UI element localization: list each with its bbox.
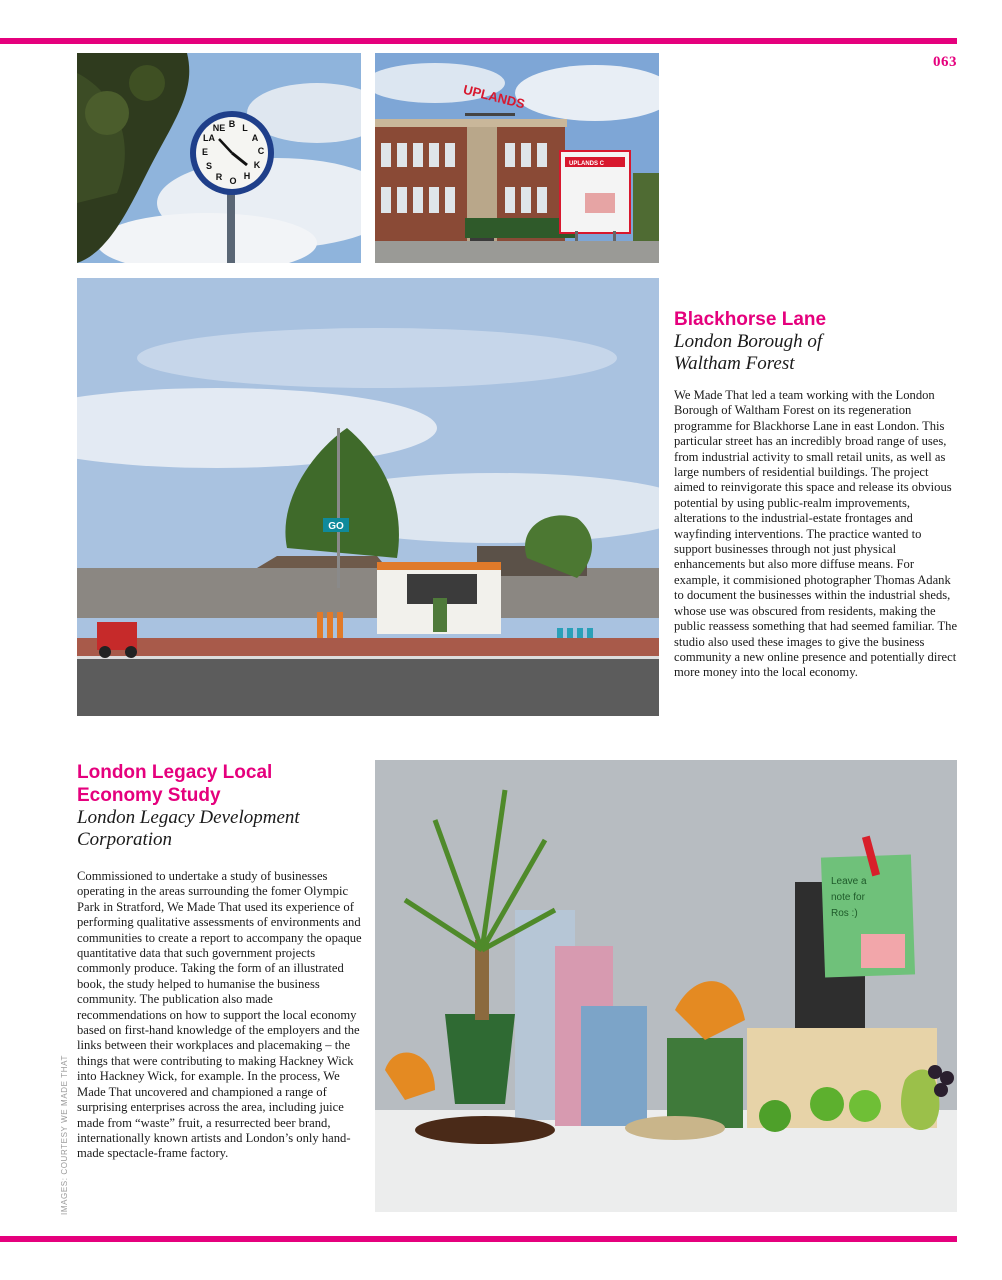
uplands-building-photo [375,53,659,263]
clock-letter: E [201,147,209,157]
clock-letter: S [205,161,213,171]
note-line: note for [831,892,865,903]
uplands-roof-sign: UPLANDS [461,81,527,112]
clock-letter: O [229,176,237,186]
clock-letter: LA [203,133,215,143]
clock-photo [77,53,361,263]
top-accent-rule [0,38,957,44]
page-number: 063 [933,54,957,70]
street-scene-photo [77,278,659,716]
still-life-photo [375,760,957,1212]
clock-letter: A [251,133,259,143]
clock-letter: H [243,171,251,181]
legacy-subtitle: London Legacy Development Corporation [77,807,300,850]
blackhorse-body: We Made That led a team working with the London Borough of Waltham Forest on its regeneration programme for Blackhorse Lane in east London. This particular street has an incredibly broad range of uses, from industrial activity to small retail units, as well as large numbers of residential buildings. The project aimed to reinvigorate this space and release its obvious potential by using public-realm improvements, alterations to the industrial-estate frontages and wayfinding interventions. The practice wanted to support businesses through not just physical enhancements but also more diffuse means. For example, it commisioned photographer Thomas Adank to document the businesses within the industrial sheds, whose use was obscured from residents, making the public reassess something that had seemed familiar. The studio also used these images to give the business community a new online presence and potentially direct more money into the local economy. [674,388,958,680]
go-sign: GO [328,521,344,532]
legacy-body: Commissioned to undertake a study of businesses operating in the areas surrounding the fomer Olympic Park in Stratford, We Made That used its experience of performing qualitative assessments of environments and communities to create a report to accompany the opaque quantitative data that such government projects commonly produce. Taking the form of an illustrated book, the study helped to humanise the business community. The publication also made recommendations on how to support the local economy based on first-hand knowledge of the employers and the links between their workplaces and placemaking – the things that were contributing to making Hackney Wick into Hackney Wick, for example. In the process, We Made That uncovered and championed a range of surprising enterprises across the area, including juice made from “waste” fruit, a resurrected beer brand, internationally known artists and London’s only hand-made spectacle-frame factory. [77,869,362,1161]
clock-letter: C [257,146,265,156]
uplands-board-sign: UPLANDS C [569,161,605,167]
blackhorse-subtitle: London Borough of Waltham Forest [674,331,823,374]
note-line: Leave a [831,876,867,887]
bottom-accent-rule [0,1236,957,1242]
image-credit: IMAGES: COURTESY WE MADE THAT [60,1055,69,1215]
clock-letter: K [253,160,261,170]
clock-letter: NE [212,123,226,133]
clock-letter: B [228,119,236,129]
clock-letter: R [215,172,223,182]
blackhorse-title: Blackhorse Lane [674,309,827,330]
clock-letter: L [242,123,248,133]
legacy-title: London Legacy Local Economy Study [77,762,273,806]
note-line: Ros :) [831,908,858,919]
